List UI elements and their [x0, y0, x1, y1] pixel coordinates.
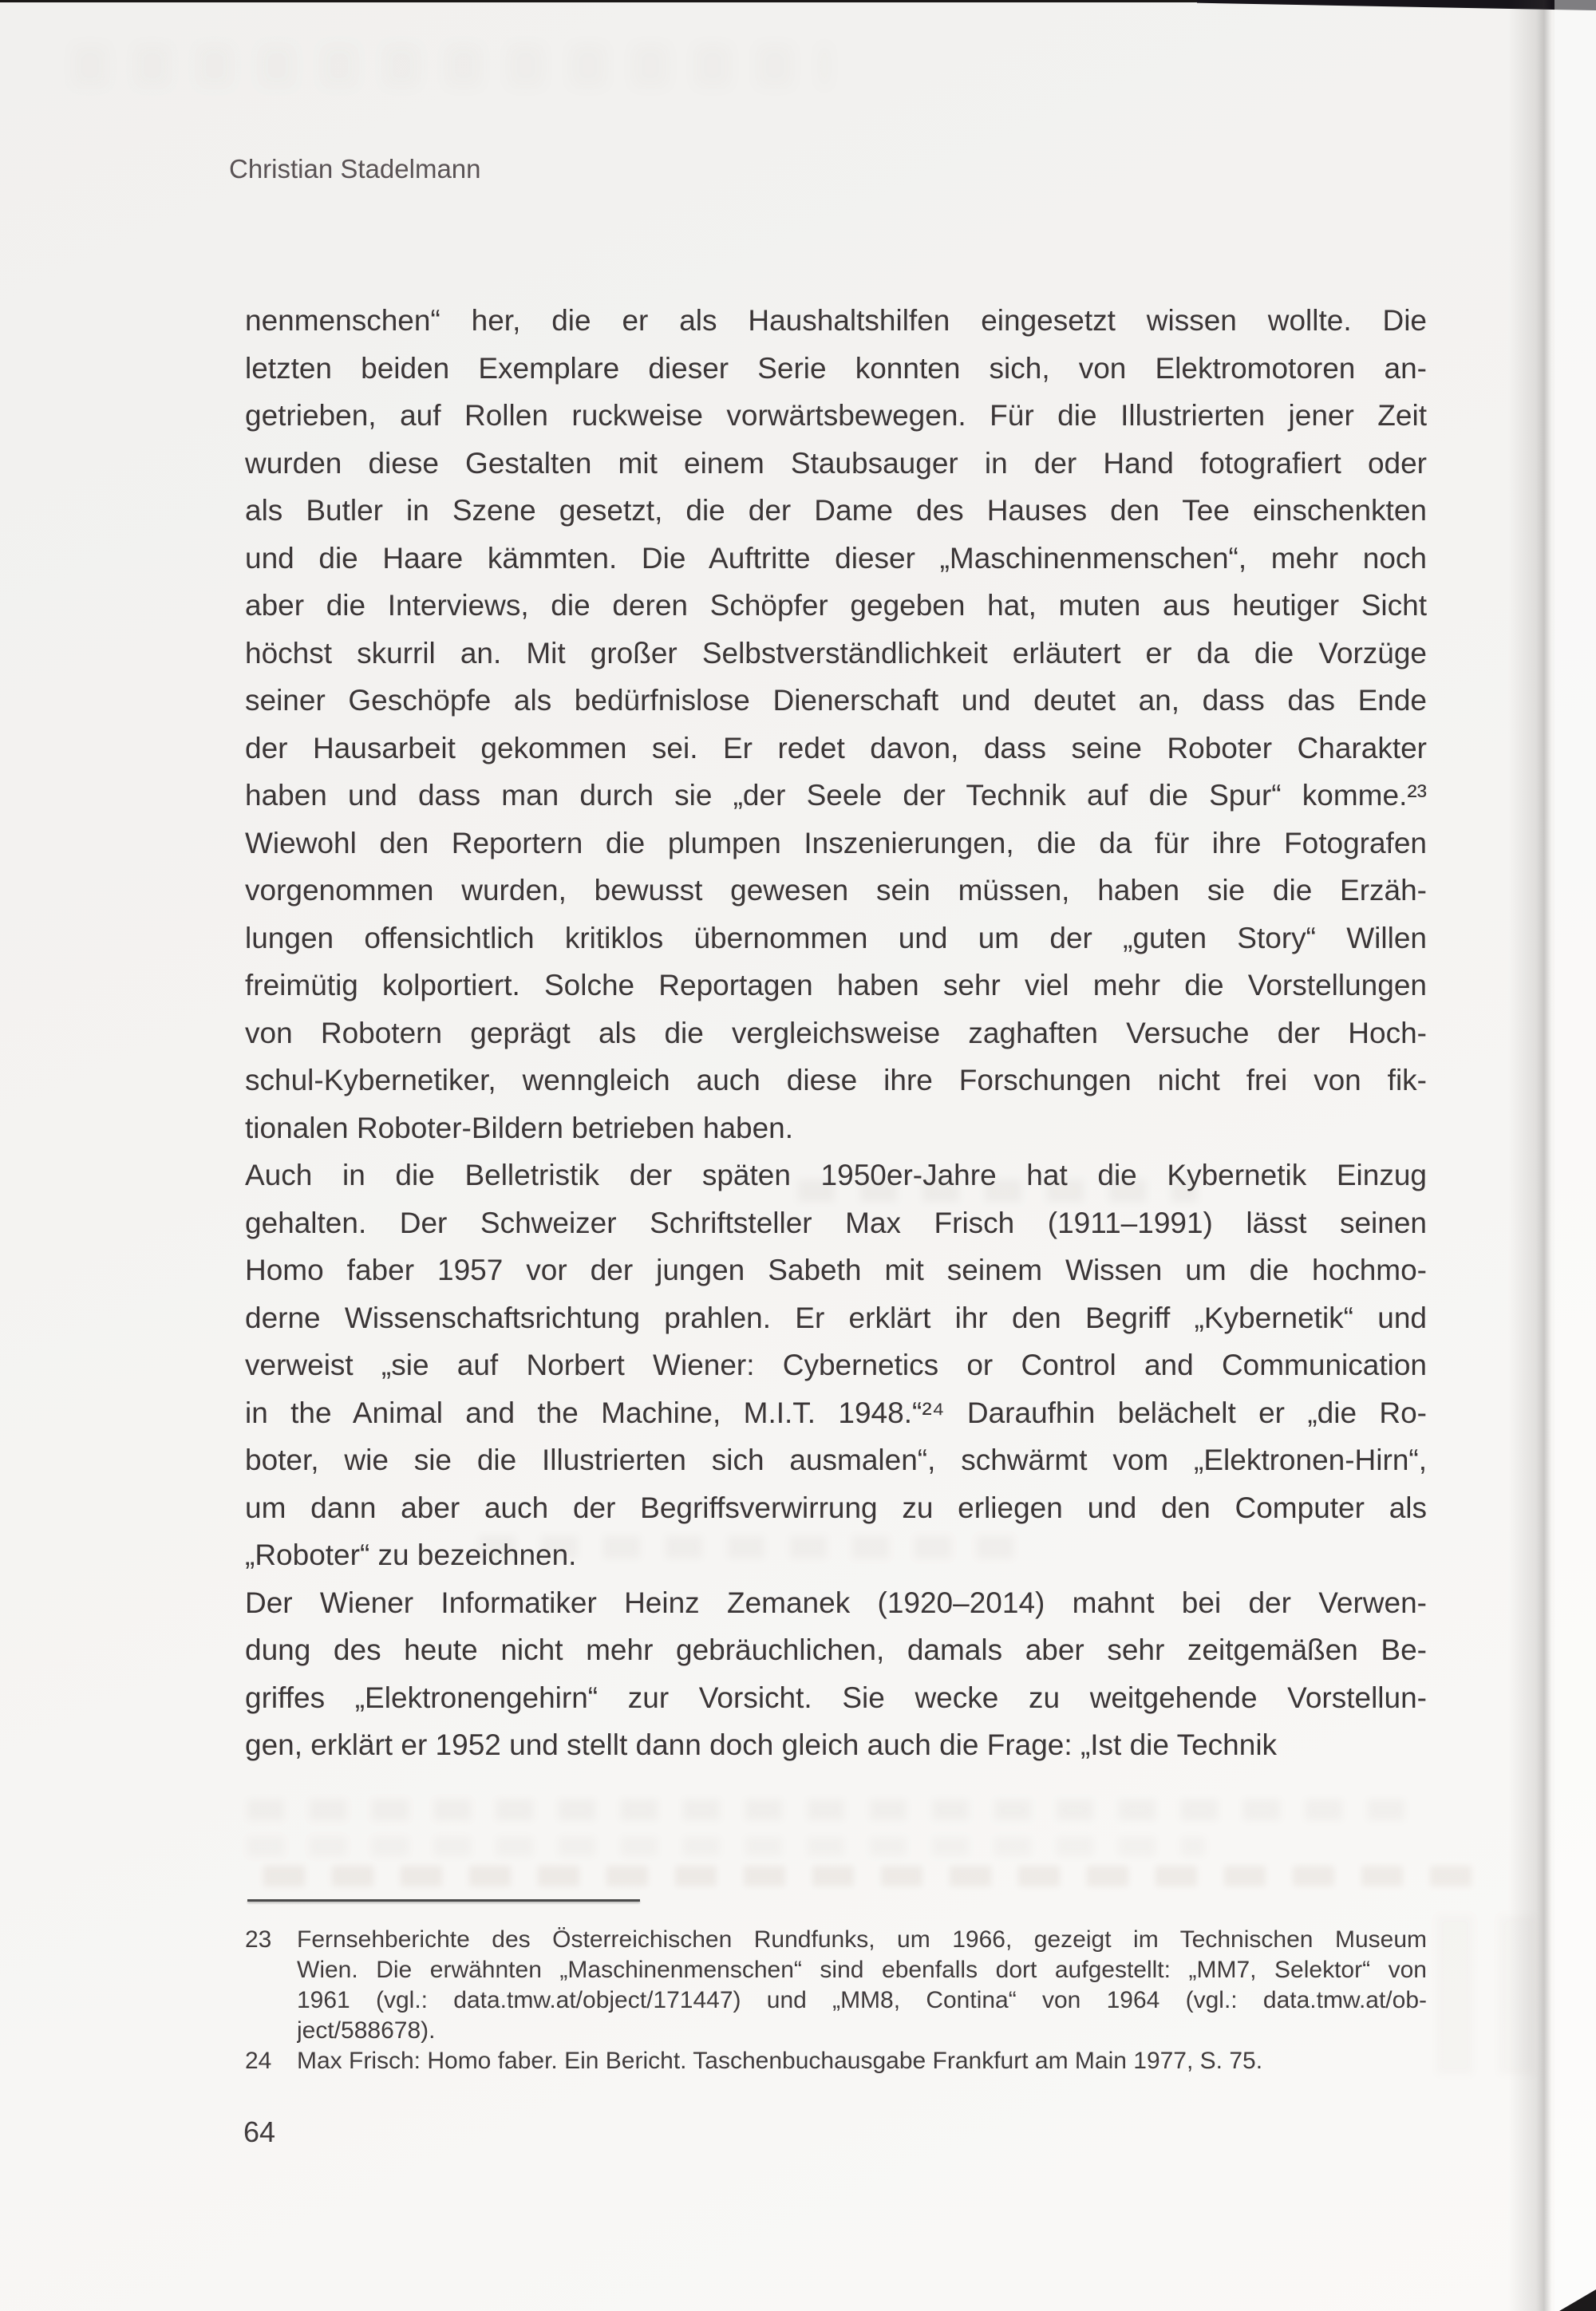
body-line: Homo faber 1957 vor der jungen Sabeth mit seinem Wissen um die hochmo-	[245, 1254, 1427, 1286]
ghost-text-artifact	[72, 44, 830, 88]
body-line: vorgenommen wurden, bewusst gewesen sein müssen, haben sie die Erzäh-	[245, 874, 1427, 907]
next-page-edge	[1555, 0, 1596, 2311]
footnote-item	[245, 2046, 1427, 2076]
page-number: 64	[243, 2115, 276, 2148]
body-line: Auch in die Belletristik der späten 1950er-Jahre hat die Kybernetik Einzug	[245, 1159, 1427, 1191]
ghost-text-artifact	[247, 1799, 1428, 1820]
body-line: um dann aber auch der Begriffsverwirrung zu erliegen und den Computer als	[245, 1491, 1427, 1524]
body-line: griffes „Elektronengehirn“ zur Vorsicht. Sie wecke zu weitgehende Vorstellun-	[245, 1681, 1427, 1714]
footnotes	[245, 1925, 1427, 2076]
body-line: getrieben, auf Rollen ruckweise vorwärtsbewegen. Für die Illustrierten jener Zeit	[245, 399, 1427, 432]
body-line: schul-Kybernetiker, wenngleich auch diese ihre Forschungen nicht frei von fik-	[245, 1064, 1427, 1096]
body-line: tionalen Roboter-Bildern betrieben haben.	[245, 1111, 794, 1144]
footnote-line: ject/588678).	[297, 2017, 436, 2044]
body-line: gen, erklärt er 1952 und stellt dann doch gleich auch die Frage: „Ist die Technik	[245, 1728, 1278, 1761]
body-line: „Roboter“ zu bezeichnen.	[245, 1539, 577, 1571]
body-line: in the Animal and the Machine, M.I.T. 1948.“²⁴ Daraufhin belächelt er „die Ro-	[245, 1396, 1427, 1429]
body-line: von Robotern geprägt als die vergleichsweise zaghaften Versuche der Hoch-	[245, 1016, 1427, 1049]
body-line: nenmenschen“ her, die er als Haushaltshilfen eingesetzt wissen wollte. Die	[245, 304, 1427, 337]
body-line: und die Haare kämmten. Die Auftritte dieser „Maschinenmenschen“, mehr noch	[245, 541, 1427, 575]
body-line: haben und dass man durch sie „der Seele der Technik auf die Spur“ komme.²³	[245, 779, 1427, 812]
body-line: letzten beiden Exemplare dieser Serie konnten sich, von Elektromotoren an-	[245, 351, 1427, 385]
running-header: Christian Stadelmann	[229, 154, 481, 184]
footnote-item	[245, 1925, 1427, 2046]
footnote-line: Fernsehberichte des Österreichischen Rundfunks, um 1966, gezeigt im Technischen Museum	[297, 1926, 1427, 1953]
body-line: verweist „sie auf Norbert Wiener: Cybernetics or Control and Communication	[245, 1349, 1427, 1381]
ghost-text-artifact	[263, 1866, 1492, 1886]
footnote-line: 1961 (vgl.: data.tmw.at/object/171447) und „MM8, Contina“ von 1964 (vgl.: data.tmw.at/ob-	[297, 1987, 1427, 2013]
body-line: boter, wie sie die Illustrierten sich ausmalen“, schwärmt vom „Elektronen-Hirn“,	[245, 1444, 1427, 1476]
body-line: Der Wiener Informatiker Heinz Zemanek (1920–2014) mahnt bei der Verwen-	[245, 1586, 1427, 1619]
body-line: lungen offensichtlich kritiklos übernommen und um der „guten Story“ Willen	[245, 921, 1427, 954]
footnote-number: 23	[245, 1926, 272, 1953]
body-line: der Hausarbeit gekommen sei. Er redet davon, dass seine Roboter Charakter	[245, 731, 1427, 764]
footnote-separator	[247, 1899, 640, 1902]
body-line: höchst skurril an. Mit großer Selbstverständlichkeit erläutert er da die Vorzüge	[245, 636, 1427, 670]
body-line: seiner Geschöpfe als bedürfnislose Dienerschaft und deutet an, dass das Ende	[245, 684, 1427, 717]
body-line: derne Wissenschaftsrichtung prahlen. Er erklärt ihr den Begriff „Kybernetik“ und	[245, 1301, 1427, 1334]
footnote-line: Max Frisch: Homo faber. Ein Bericht. Taschenbuchausgabe Frankfurt am Main 1977, S. 75.	[297, 2048, 1263, 2074]
body-line: als Butler in Szene gesetzt, die der Dame des Hauses den Tee einschenkten	[245, 494, 1427, 527]
body-line: dung des heute nicht mehr gebräuchlichen, damals aber sehr zeitgemäßen Be-	[245, 1634, 1427, 1666]
body-text	[245, 297, 1427, 1769]
body-line: gehalten. Der Schweizer Schriftsteller Max Frisch (1911–1991) lässt seinen	[245, 1206, 1427, 1239]
body-line: aber die Interviews, die deren Schöpfer gegeben hat, muten aus heutiger Sicht	[245, 589, 1427, 622]
body-line: Wiewohl den Reportern die plumpen Inszenierungen, die da für ihre Fotografen	[245, 826, 1427, 859]
body-line: freimütig kolportiert. Solche Reportagen haben sehr viel mehr die Vorstellungen	[245, 969, 1427, 1001]
body-line: wurden diese Gestalten mit einem Staubsauger in der Hand fotografiert oder	[245, 446, 1427, 480]
ghost-text-artifact	[247, 1837, 1205, 1856]
footnote-number: 24	[245, 2048, 272, 2074]
footnote-line: Wien. Die erwähnten „Maschinenmenschen“ sind ebenfalls dort aufgestellt: „MM7, Selektor“ von	[297, 1957, 1427, 1983]
